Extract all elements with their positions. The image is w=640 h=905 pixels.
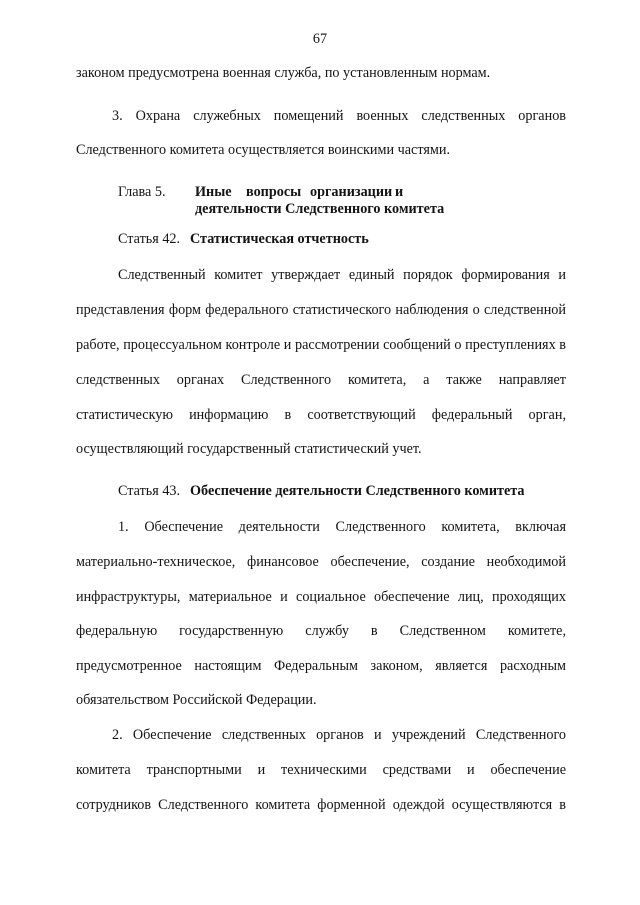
chapter-title-line-2: деятельности Следственного комитета [195,201,445,217]
article-42-line: следственных органах Следственного комитета, а также направляет [76,372,566,388]
article-43-p2-line: 2. Обеспечение следственных органов и учреждений Следственного [112,727,566,743]
chapter-title-word: организации [310,184,393,200]
article-42-line: работе, процессуальном контроле и рассмотрении сообщений о преступлениях в [76,337,566,353]
article-42-line: осуществляющий государственный статистический учет. [76,441,422,457]
article-43-p1-line: обязательством Российской Федерации. [76,692,317,708]
article-43-p1-line: материально-техническое, финансовое обеспечение, создание необходимой [76,554,566,570]
page-number: 67 [312,31,328,47]
article-43-title: Обеспечение деятельности Следственного комитета [190,483,525,499]
chapter-title-word: Иные [195,184,232,200]
article-43-p2-line: сотрудников Следственного комитета форменной одеждой осуществляются в [76,797,566,813]
paragraph-3-line-2: Следственного комитета осуществляется воинскими частями. [76,142,450,158]
article-43-p1-line: федеральную государственную службу в Следственном комитете, [76,623,566,639]
continuation-line: законом предусмотрена военная служба, по установленным нормам. [76,65,491,81]
article-42-line: статистическую информацию в соответствующий федеральный орган, [76,407,566,423]
chapter-label: Глава 5. [118,184,166,200]
article-42-label: Статья 42. [118,231,181,247]
article-43-label: Статья 43. [118,483,181,499]
article-43-p2-line: комитета транспортными и техническими средствами и обеспечение [76,762,566,778]
article-42-line: Следственный комитет утверждает единый порядок формирования и [118,267,566,283]
article-43-p1-line: 1. Обеспечение деятельности Следственного комитета, включая [118,519,566,535]
chapter-title-word: и [395,184,404,200]
article-42-line: представления форм федерального статистического наблюдения о следственной [76,302,566,318]
article-43-p1-line: предусмотренное настоящим Федеральным законом, является расходным [76,658,566,674]
article-43-p1-line: инфраструктуры, материальное и социальное обеспечение лиц, проходящих [76,589,566,605]
chapter-title-word: вопросы [246,184,302,200]
paragraph-3-line-1: 3. Охрана служебных помещений военных следственных органов [112,108,566,124]
article-42-title: Статистическая отчетность [190,231,369,247]
